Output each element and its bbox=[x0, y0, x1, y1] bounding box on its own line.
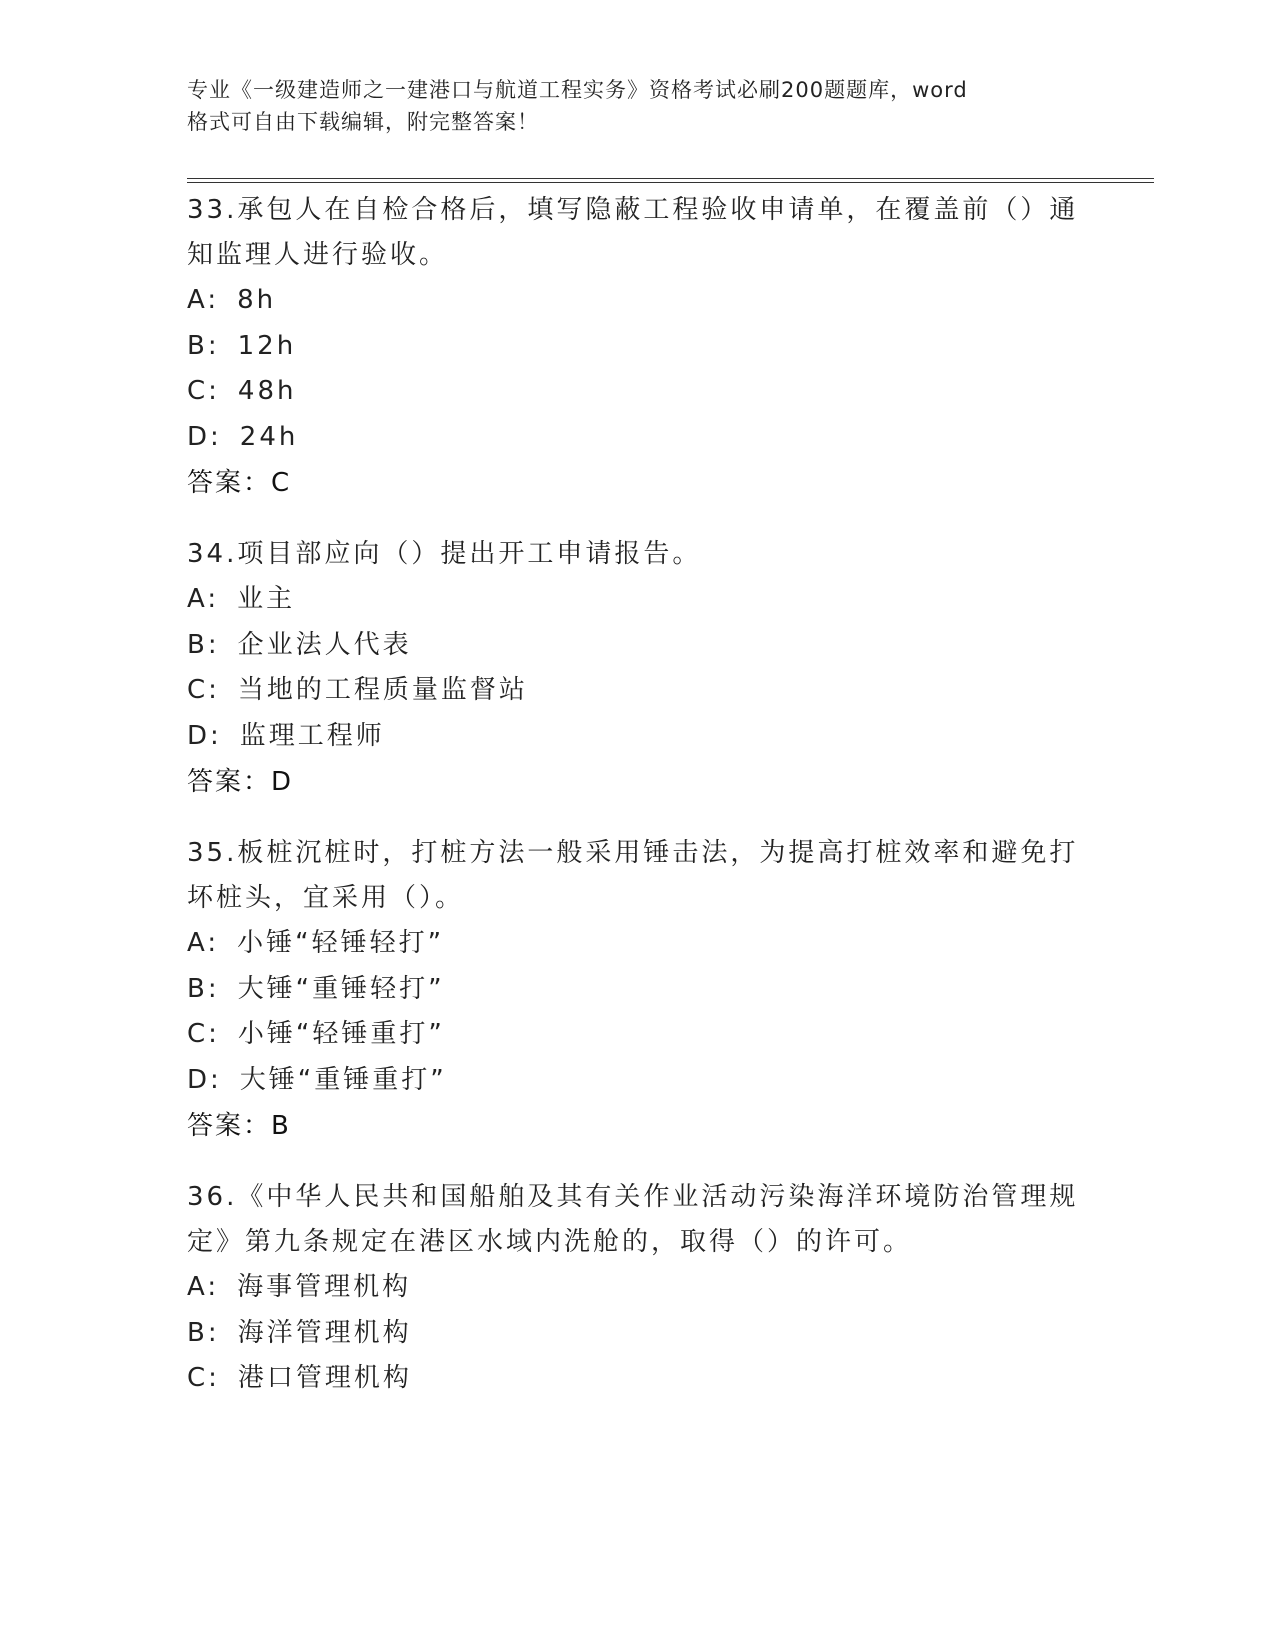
answer-value: B bbox=[271, 1111, 289, 1141]
option-key: C: bbox=[187, 1019, 220, 1049]
option-text: 大锤“重锤轻打” bbox=[237, 973, 445, 1004]
option-key: A: bbox=[187, 928, 220, 958]
question-stem-line: 知监理人进行验收。 bbox=[187, 240, 449, 270]
option-text: 企业法人代表 bbox=[237, 629, 412, 660]
option-key: C: bbox=[187, 1363, 220, 1393]
question-stem-line: 定》第九条规定在港区水域内洗舱的，取得（）的许可。 bbox=[187, 1227, 913, 1257]
answer-line bbox=[187, 759, 1087, 805]
option-key: B: bbox=[187, 973, 220, 1004]
answer-option bbox=[187, 1356, 1087, 1402]
question-stem bbox=[187, 532, 1087, 577]
option-key: A: bbox=[187, 1272, 220, 1302]
option-text: 小锤“轻锤重打” bbox=[237, 1019, 445, 1049]
option-key: D: bbox=[187, 720, 222, 751]
option-key: A: bbox=[187, 584, 220, 614]
question-item bbox=[187, 188, 1087, 506]
answer-option bbox=[187, 623, 1087, 669]
option-key: C: bbox=[187, 376, 220, 406]
answer-label: 答案： bbox=[187, 767, 272, 797]
question-stem bbox=[187, 1175, 1087, 1265]
answer-option bbox=[187, 415, 1087, 461]
option-text: 小锤“轻锤轻打” bbox=[237, 928, 445, 958]
header-divider-bottom bbox=[187, 182, 1154, 183]
option-text: 当地的工程质量监督站 bbox=[237, 675, 528, 705]
answer-option bbox=[187, 921, 1087, 967]
option-text: 大锤“重锤重打” bbox=[239, 1064, 447, 1095]
answer-line bbox=[187, 460, 1087, 506]
document-header bbox=[187, 74, 1067, 138]
option-key: A: bbox=[187, 285, 220, 315]
header-line-1: 专业《一级建造师之一建港口与航道工程实务》资格考试必刷200题题库，word bbox=[187, 78, 968, 102]
option-text: 24h bbox=[239, 421, 299, 452]
answer-option bbox=[187, 278, 1087, 324]
question-stem-line: 33.承包人在自检合格后，填写隐蔽工程验收申请单，在覆盖前（）通 bbox=[187, 195, 1079, 225]
answer-option bbox=[187, 714, 1087, 760]
option-key: C: bbox=[187, 675, 220, 705]
answer-option bbox=[187, 577, 1087, 623]
option-key: B: bbox=[187, 330, 220, 361]
question-stem bbox=[187, 831, 1087, 921]
answer-value: D bbox=[271, 767, 292, 797]
answer-option bbox=[187, 668, 1087, 714]
answer-label: 答案： bbox=[187, 1111, 272, 1141]
option-text: 海事管理机构 bbox=[237, 1272, 412, 1302]
option-text: 海洋管理机构 bbox=[237, 1317, 412, 1348]
answer-option bbox=[187, 1265, 1087, 1311]
answer-option bbox=[187, 1012, 1087, 1058]
option-key: D: bbox=[187, 421, 222, 452]
question-item bbox=[187, 532, 1087, 805]
answer-label: 答案： bbox=[187, 468, 272, 498]
header-line-2: 格式可自由下载编辑，附完整答案！ bbox=[187, 110, 539, 134]
question-stem-line: 36.《中华人民共和国船舶及其有关作业活动污染海洋环境防治管理规 bbox=[187, 1182, 1079, 1212]
answer-option bbox=[187, 1058, 1087, 1104]
option-key: B: bbox=[187, 629, 220, 660]
answer-option bbox=[187, 1311, 1087, 1357]
question-stem-line: 34.项目部应向（）提出开工申请报告。 bbox=[187, 539, 702, 569]
option-key: B: bbox=[187, 1317, 220, 1348]
question-list bbox=[187, 188, 1087, 1428]
option-text: 业主 bbox=[237, 584, 296, 614]
question-stem-line: 坏桩头，宜采用（）。 bbox=[187, 883, 465, 913]
question-stem-line: 35.板桩沉桩时，打桩方法一般采用锤击法，为提高打桩效率和避免打 bbox=[187, 838, 1079, 868]
header-divider-top bbox=[187, 178, 1154, 179]
answer-option bbox=[187, 324, 1087, 370]
question-stem bbox=[187, 188, 1087, 278]
option-text: 12h bbox=[237, 330, 297, 361]
option-text: 港口管理机构 bbox=[237, 1363, 412, 1393]
question-item bbox=[187, 831, 1087, 1149]
answer-option bbox=[187, 369, 1087, 415]
answer-value: C bbox=[271, 468, 290, 498]
answer-option bbox=[187, 967, 1087, 1013]
question-item bbox=[187, 1175, 1087, 1402]
option-text: 48h bbox=[237, 376, 297, 406]
option-text: 监理工程师 bbox=[239, 720, 385, 751]
answer-line bbox=[187, 1103, 1087, 1149]
option-text: 8h bbox=[237, 285, 277, 315]
option-key: D: bbox=[187, 1064, 222, 1095]
